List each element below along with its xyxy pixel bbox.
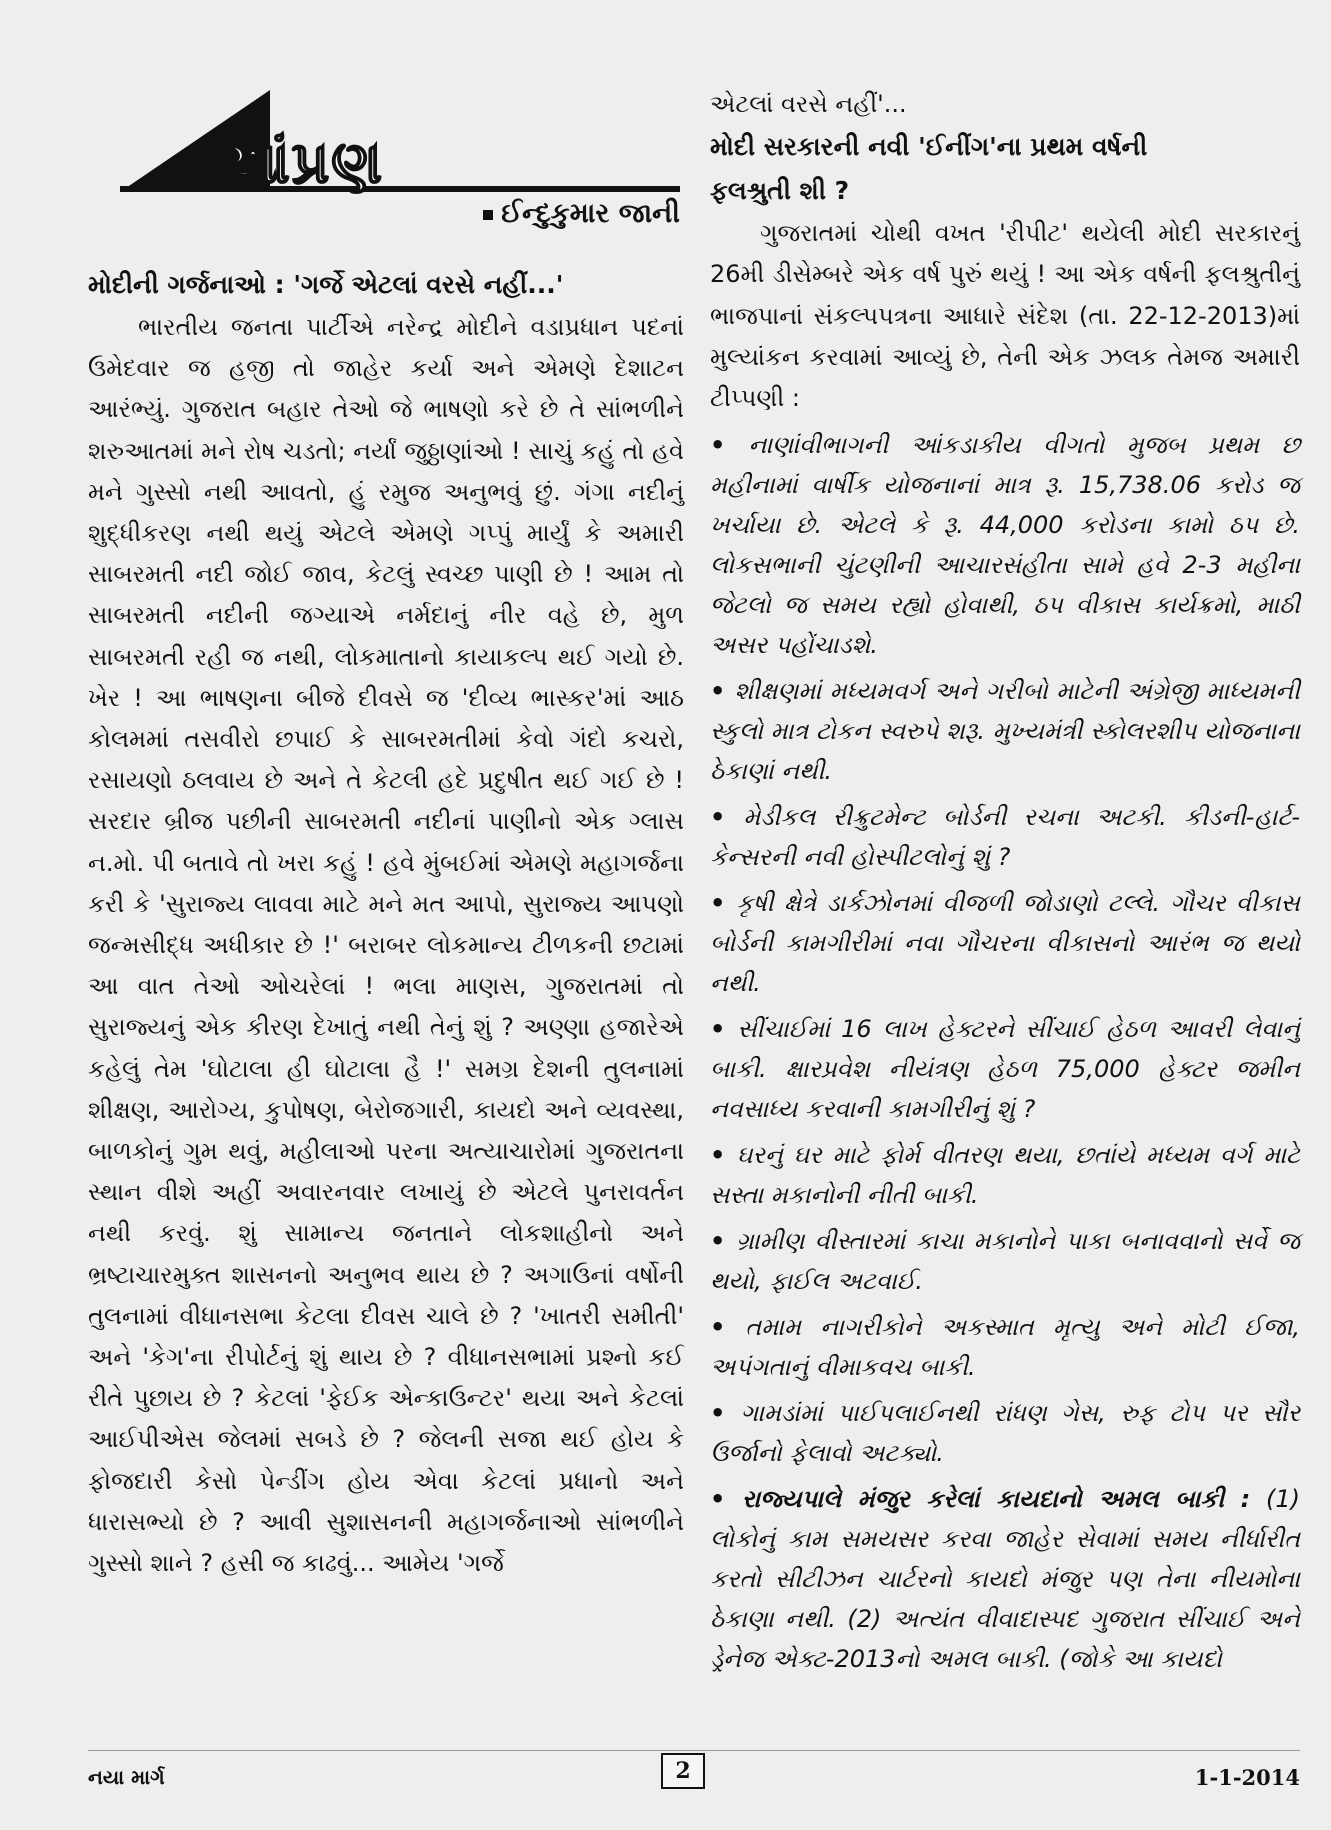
column-title: આંપ્રણ [216,128,384,196]
list-item: • કૃષી ક્ષેત્રે ડાર્કઝોનમાં વીજળી જોડાણો ટલ્લે. ગૌચર વીકાસ બોર્ડની કામગીરીમાં નવા ગૌચરના વીકાસનો આરંભ જ થયો નથી. [710,883,1300,1003]
list-item: • નાણાંવીભાગની આંકડાકીય વીગતો મુજબ પ્રથમ છ મહીનામાં વાર્ષીક યોજનાનાં માત્ર રૂ. 15,738.06 કરોડ જ ખર્ચાયા છે. એટલે કે રૂ. 44,000 કરોડના કામો ઠપ છે. લોકસભાની ચુંટણીની આચારસંહીતા સામે હવે 2-3 મહીના જેટલો જ સમય રહ્યો હોવાથી, ઠપ વીકાસ કાર્યક્રમો, માઠી અસર પહોંચાડશે. [710,425,1300,665]
list-item: • ગ્રામીણ વીસ્તારમાં કાચા મકાનોને પાકા બનાવવાનો સર્વે જ થયો, ફાઈલ અટવાઈ. [710,1221,1300,1301]
article-continuation: એટલાં વરસે નહીં'... [710,90,907,118]
article-heading: મોદીની ગર્જનાઓ : 'ગર્જે એટલાં વરસે નહીં...' [88,270,564,299]
author-byline [390,198,680,230]
page-footer [88,1750,1300,1795]
article-body: ભારતીય જનતા પાર્ટીએ નરેન્દ્ર મોદીને વડાપ્રધાન પદનાં ઉમેદવાર જ હજી તો જાહેર કર્યા અને એમણે દેશાટન આરંભ્યું. ગુજરાત બહાર તેઓ જે ભાષણો કરે છે તે સાંભળીને શરુઆતમાં મને રોષ ચડતો; નર્યાં જુઠ્ઠાણાંઓ ! સાચું કહું તો હવે મને ગુસ્સો નથી આવતો, હું રમુજ અનુભવું છું. ગંગા નદીનું શુદ્ધીકરણ નથી થયું એટલે એમણે ગપ્પું માર્યું કે અમારી સાબરમતી નદી જોઈ જાવ, કેટલું સ્વચ્છ પાણી છે ! આમ તો સાબરમતી નદીની જગ્યાએ નર્મદાનું નીર વહે છે, મુળ સાબરમતી રહી જ નથી, લોકમાતાનો કાયાકલ્પ થઈ ગયો છે. ખેર ! આ ભાષણના બીજે દીવસે જ 'દીવ્ય ભાસ્કર'માં આઠ કોલમમાં તસવીરો છપાઈ કે સાબરમતીમાં કેવો ગંદો કચરો, રસાયણો ઠલવાય છે અને તે કેટલી હદે પ્રદુષીત થઈ ગઈ છે ! સરદાર બ્રીજ પછીની સાબરમતી નદીનાં પાણીનો એક ગ્લાસ ન.મો. પી બતાવે તો ખરા કહું ! હવે મુંબઈમાં એમણે મહાગર્જના કરી કે 'સુરાજ્ય લાવવા માટે મને મત આપો, સુરાજ્ય આપણો જન્મસીદ્ધ અધીકાર છે !' બરાબર લોકમાન્ય ટીળકની છટામાં આ વાત તેઓ ઓચરેલાં ! ભલા માણસ, ગુજરાતમાં તો સુરાજ્યનું એક કીરણ દેખાતું નથી તેનું શું ? અણ્ણા હજારેએ કહેલું તેમ 'ઘોટાલા હી ઘોટાલા હૈ !' સમગ્ર દેશની તુલનામાં શીક્ષણ, આરોગ્ય, કુપોષણ, બેરોજગારી, કાયદો અને વ્યવસ્થા, બાળકોનું ગુમ થવું, મહીલાઓ પરના અત્યાચારોમાં ગુજરાતના સ્થાન વીશે અહીં અવારનવાર લખાયું છે એટલે પુનરાવર્તન નથી કરવું. શું સામાન્ય જનતાને લોકશાહીનો અને ભ્રષ્ટાચારમુક્ત શાસનનો અનુભવ થાય છે ? અગાઉનાં વર્ષોની તુલનામાં વીધાનસભા કેટલા દીવસ ચાલે છે ? 'ખાતરી સમીતી' અને 'કેગ'ના રીપોર્ટનું શું થાય છે ? વીધાનસભામાં પ્રશ્નો કઈ રીતે પુછાય છે ? કેટલાં 'ફેઈક એન્કાઉન્ટર' થયા અને કેટલાં આઈપીએસ જેલમાં સબડે છે ? જેલની સજા થઈ હોય કે ફોજદારી કેસો પેન્ડીંગ હોય એવા કેટલાં પ્રધાનો અને ધારાસભ્યો છે ? આવી સુશાસનની મહાગર્જનાઓ સાંભળીને ગુસ્સો શાને ? હસી જ કાઢવું... આમેય 'ગર્જે [88,313,684,1578]
list-item: • શીક્ષણમાં મધ્યમવર્ગ અને ગરીબો માટેની અંગ્રેજી માધ્યમની સ્કુલો માત્ર ટોકન સ્વરુપે શરૂ. મુખ્યમંત્રી સ્કોલરશીપ યોજનાના ઠેકાણાં નથી. [710,671,1300,791]
list-item: • મેડીકલ રીક્રુટમેન્ટ બોર્ડની રચના અટકી. કીડની-હાર્ટ-કેન્સરની નવી હોસ્પીટલોનું શું ? [710,797,1300,877]
section-heading-line-1: મોદી સરકારની નવી 'ઈનીંગ'ના પ્રથમ વર્ષની [710,132,1148,162]
list-item-last [710,1479,1300,1679]
list-item: • ઘરનું ઘર માટે ફોર્મ વીતરણ થયા, છતાંયે મધ્યમ વર્ગ માટે સસ્તા મકાનોની નીતી બાકી. [710,1135,1300,1215]
section-heading-line-2: ફલશ્રુતી શી ? [710,176,850,206]
square-bullet-icon [483,210,493,220]
list-item: • ગામડાંમાં પાઈપલાઈનથી રાંધણ ગેસ, રુફ ટોપ પર સૌર ઉર્જાનો ફેલાવો અટક્યો. [710,1393,1300,1473]
last-bullet-lead: રાજ્યપાલે મંજુર કરેલાં કાયદાનો અમલ બાકી : [741,1485,1251,1514]
section-intro: ગુજરાતમાં ચોથી વખત 'રીપીટ' થયેલી મોદી સરકારનું 26મી ડીસેમ્બરે એક વર્ષ પુરું થયું ! આ એક વર્ષની ફલશ્રુતીનું ભાજપાનાં સંકલ્પપત્રના આધારે સંદેશ (તા. 22-12-2013)માં મુલ્યાંકન કરવામાં આવ્યું છે, તેની એક ઝલક તેમજ અમારી ટીપ્પણી : [710,219,1300,413]
last-bullet-body: (1) લોકોનું કામ સમયસર કરવા જાહેર સેવામાં સમય નીર્ધારીત કરતો સીટીઝન ચાર્ટરનો કાયદો મંજુર પણ તેના નીયમોના ઠેકાણા નથી. (2) અત્યંત વીવાદાસ્પદ ગુજરાત સીંચાઈ અને ડ્રેનેજ એક્ટ-2013નો અમલ બાકી. (જોકે આ કાયદો [710,1485,1300,1674]
list-item: • સીંચાઈમાં 16 લાખ હેક્ટરને સીંચાઈ હેઠળ આવરી લેવાનું બાકી. ક્ષારપ્રવેશ નીયંત્રણ હેઠળ 75,000 હેક્ટર જમીન નવસાધ્ય કરવાની કામગીરીનું શું ? [710,1009,1300,1129]
left-column [88,263,684,1584]
right-column [710,84,1300,1685]
column-masthead [120,82,680,242]
list-item: • તમામ નાગરીકોને અકસ્માત મૃત્યુ અને મોટી ઈજા, અપંગતાનું વીમાકવચ બાકી. [710,1307,1300,1387]
author-name: ઈન્દુકુમાર જાની [501,198,680,229]
review-bullet-list [710,425,1300,1679]
issue-date: 1-1-2014 [1194,1765,1300,1790]
publication-name: નયા માર્ગ [88,1765,165,1789]
page-number: 2 [661,1753,705,1789]
